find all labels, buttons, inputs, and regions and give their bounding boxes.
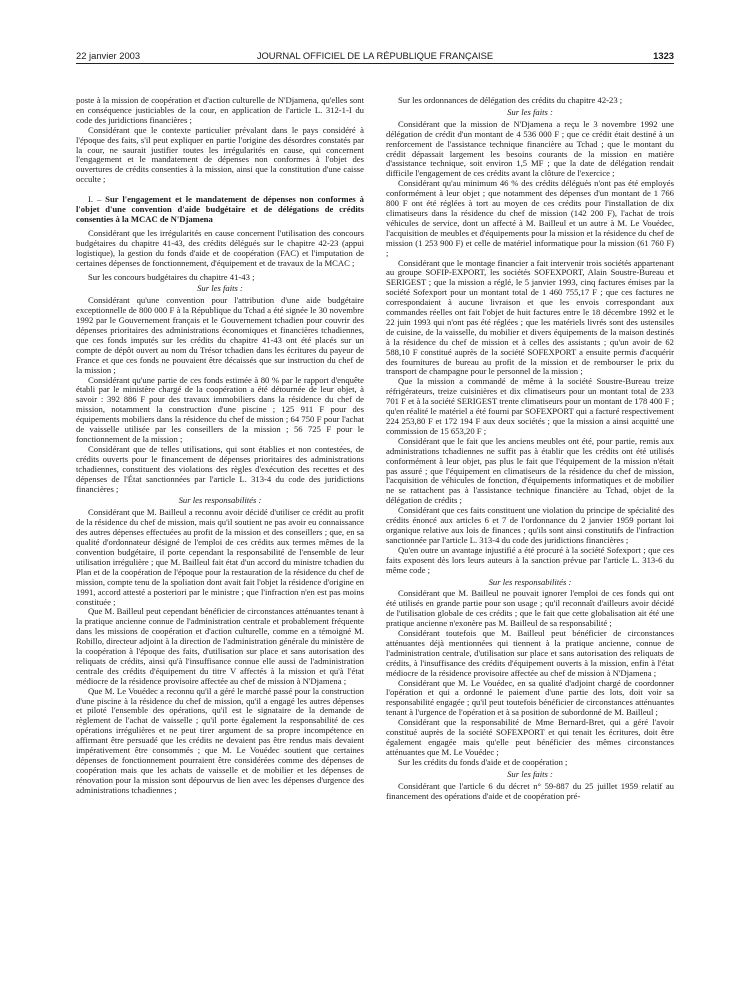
- header-date: 22 janvier 2003: [76, 50, 141, 61]
- paragraph: Qu'en outre un avantage injustifié a été procuré à la société Sofexport ; que ces faits exposent dès lors leurs auteurs à la sanction prévue par l'article L. 313-6 du même code ;: [386, 544, 674, 575]
- paragraph: Considérant que le contexte particulier prévalant dans le pays considéré à l'époque des faits, s'il peut expliquer en partie l'origine des désordres constatés par la cour, ne saurait justifier toutes les irrégularités en cause, qui concernent l'engagement et le mandatement de dépenses non conformes à l'objet des ouvertures de crédits consenties à la mission, ainsi que la constitution d'une caisse occulte ;: [76, 124, 364, 185]
- subheading: Sur les faits :: [507, 768, 553, 779]
- paragraph: Considérant que les irrégularités en cause concernent l'utilisation des concours budgétaires du chapitre 41-43, des crédits délégués sur le chapitre 42-23 (appui logistique), la gestion du fonds d'aide et de coopération (FAC) et l'imputation de certaines dépenses de fonctionnement, d'équipement et de travaux de la MCAC ;: [76, 227, 364, 268]
- paragraph: poste à la mission de coopération et d'action culturelle de N'Djamena, qu'elles sont en conséquence justiciables de la cour, en application de l'article L. 312-1-I du code des juridictions financières ;: [76, 96, 364, 125]
- paragraph: Considérant qu'une convention pour l'attribution d'une aide budgétaire exceptionnelle de 800 000 F à la République du Tchad a été signée le 30 novembre 1992 par le Gouvernement français et le Gouvernement tchadien pour couvrir des dépenses prioritaires des administrations économiques et financières tchadiennes, que ces fonds imputés sur les crédits du chapitre 41-43 ont été placés sur un compte de dépôt ouvert au nom du Trésor tchadien dans les écritures du payeur de France et que ces fonds ne pouvaient être décaissés que sur instruction du chef de la mission ;: [76, 295, 364, 375]
- paragraph: Considérant que l'article 6 du décret n° 59-887 du 25 juillet 1959 relatif au financement des opérations d'aide et de coopération pré-: [386, 780, 674, 801]
- subheading: Sur les responsabilités :: [178, 495, 262, 506]
- section-number: I. –: [88, 194, 106, 205]
- paragraph: Sur les ordonnances de délégation des crédits du chapitre 42-23 ;: [398, 96, 623, 105]
- subheading: Sur les responsabilités :: [488, 576, 572, 587]
- paragraph: Considérant que M. Le Vouédec, en sa qualité d'adjoint chargé de coordonner l'opération et qui a ordonné le paiement d'une partie des lots, doit voir sa responsabilité engagée ; qu'il peut toutefois bénéficier de circonstances atténuantes tenant à l'urgence de l'opération et à sa position de subordonné de M. Bailleul ;: [386, 677, 674, 718]
- paragraph: Considérant toutefois que M. Bailleul peut bénéficier de circonstances atténuantes déjà mentionnées qui tiennent à la pratique ancienne, connue de l'administration centrale, d'utilisation sur place et sans autorisation des reliquats de crédits, à l'insuffisance des crédits d'équipement ouverts à la mission, enfin à l'état médiocre de la résidence provisoire affectée au chef de mission à N'Djamena ;: [386, 628, 674, 678]
- paragraph: Considérant que le fait que les anciens meubles ont été, pour partie, remis aux administrations tchadiennes ne suffit pas à établir que les crédits ont été utilisés conformément à leur objet, pas plus le fait que l'équipement de la mission n'était pas assuré ; que l'équipement en climatiseurs de la résidence du chef de mission, l'acquisition de véhicules de fonction, d'équipements informatiques et de mobilier ne se rattachent pas à l'assistance technique financière au Tchad, objet de la délégation de crédits ;: [386, 435, 674, 506]
- page-number: 1323: [653, 50, 674, 61]
- paragraph: Que M. Le Vouédec a reconnu qu'il a géré le marché passé pour la construction d'une piscine à la résidence du chef de mission, qu'il a engagé les autres dépenses et piloté l'ensemble des opérations, qu'il est le signataire de la demande de règlement de l'achat de vaisselle ; qu'il porte également la responsabilité de ces opérations irrégulières et ne peut tirer argument de sa propre incompétence en affirmant être persuadé que les crédits ne devaient pas être rendus mais devaient impérativement être consommés ; que M. Le Vouédec soutient que certaines dépenses de fonctionnement pourraient être considérées comme des dépenses de coopération mais que les achats de vaisselle et de mobilier et les dépenses de rénovation pour la mission sont dépourvus de lien avec les dépenses d'urgence des administrations tchadiennes ;: [76, 685, 364, 795]
- paragraph: Considérant que M. Bailleul ne pouvait ignorer l'emploi de ces fonds qui ont été utilisés en grande partie pour son usage ; qu'il reconnaît d'ailleurs avoir décidé de l'utilisation globale de ces crédits ; que le fait que cette globalisation ait été une pratique ancienne n'exonère pas M. Bailleul de sa responsabilité ;: [386, 588, 674, 629]
- header-rule: [76, 63, 674, 64]
- paragraph: Considérant qu'au minimum 46 % des crédits délégués n'ont pas été employés conformément à leur objet ; que notamment des dépenses d'un montant de 1 766 800 F ont été réglées à tort au moyen de ces crédits pour l'installation de dix climatiseurs dans la résidence du chef de mission (142 200 F), l'achat de trois véhicules de service, dont un affecté à M. Bailleul et un autre à M. Le Vouédec, l'acquisition de meubles et d'équipements pour la mission et la résidence du chef de mission (1 253 900 F) et celle de matériel informatique pour la mission (61 760 F) ;: [386, 178, 674, 258]
- paragraph: Considérant qu'une partie de ces fonds estimée à 80 % par le rapport d'enquête établi par le ministère chargé de la coopération a été détournée de leur objet, à savoir : 392 886 F pour des travaux immobiliers dans la résidence du chef de mission, notamment la construction d'une piscine ; 125 911 F pour des équipements mobiliers dans la résidence du chef de mission ; 64 750 F pour l'achat de vaisselle utilisée par les conseillers de la mission ; 56 725 F pour le fonctionnement de la mission ;: [76, 374, 364, 444]
- paragraph: Considérant que ces faits constituent une violation du principe de spécialité des crédits énoncé aux articles 6 et 7 de l'ordonnance du 2 janvier 1959 portant loi organique relative aux lois de finances ; qu'ils sont ainsi constitutifs de l'infraction sanctionnée par l'article L. 313-4 du code des juridictions financières ;: [386, 505, 674, 545]
- subheading: Sur les faits :: [197, 283, 243, 294]
- page-header: [76, 50, 674, 64]
- paragraph: Considérant que le montage financier a fait intervenir trois sociétés appartenant au groupe SOFIP-EXPORT, les sociétés SOFEXPORT, Alain Soustre-Bureau et SERIGEST ; que la mission a réglé, le 5 janvier 1993, cinq factures émises par la société Sofexport pour un montant total de 1 460 755,17 F ; que ces factures ne correspondaient à aucune livraison et que les envois correspondant aux commandes réelles ont fait l'objet de huit factures entre le 18 décembre 1992 et le 22 juin 1993 qui n'ont pas été réglées ; que les matériels livrés sont des ustensiles de cuisine, de la vaisselle, du mobilier et divers équipements de la maison destinés à la résidence du chef de mission et à celles des assistants ; qu'un avoir de 62 588,10 F constitué auprès de la société SOFEXPORT a ensuite permis d'acquérir des fournitures de bureau au profit de la mission et de rembourser le prix du transport de champagne pour le personnel de la mission ;: [386, 257, 674, 377]
- header-title: JOURNAL OFFICIEL DE LA RÉPUBLIQUE FRANÇAISE: [256, 50, 494, 61]
- section-heading: [76, 195, 364, 225]
- paragraph: Considérant que M. Bailleul a reconnu avoir décidé d'utiliser ce crédit au profit de la résidence du chef de mission, mais qu'il soutient ne pas avoir eu connaissance des autres dépenses effectuées au profit de la mission et des conseillers ; que, en sa qualité d'ordonnateur désigné de l'emploi de ces crédits aux termes mêmes de la convention budgétaire, il porte cependant la responsabilité de l'ensemble de leur utilisation irrégulière ; que M. Bailleul fait état d'un accord du ministre tchadien du Plan et de la coopération de l'époque pour la restauration de la résidence du chef de mission, compte tenu de la spoliation dont avait fait l'objet la résidence d'origine en 1991, accord attesté a posteriori par le ministre ; que l'infraction n'en est pas moins constituée ;: [76, 507, 364, 607]
- subheading: Sur les faits :: [507, 106, 553, 117]
- paragraph: Que M. Bailleul peut cependant bénéficier de circonstances atténuantes tenant à la pratique ancienne connue de l'administration centrale et probablement fréquente dans les missions de coopération et d'action culturelle, comme en a témoigné M. Robillo, directeur adjoint à la direction de l'administration générale du ministère de la coopération à l'époque des faits, d'utilisation sur place et sans autorisation des reliquats de crédits, ainsi qu'à l'insuffisance connue elle aussi de l'administration centrale des crédits d'équipement du titre V affectés à la mission et qu'à l'état médiocre de la résidence provisoire affectée au chef de mission à N'Djamena ;: [76, 606, 364, 686]
- paragraph: Sur les concours budgétaires du chapitre 41-43 ;: [88, 271, 255, 282]
- paragraph: Considérant que la responsabilité de Mme Bernard-Bret, qui a géré l'avoir constitué auprès de la société SOFEXPORT et qui tenait les écritures, doit être également engagée mais qu'elle peut bénéficier des mêmes circonstances atténuantes que M. Le Vouédec ;: [386, 717, 674, 757]
- left-column: [76, 96, 364, 980]
- paragraph: Que la mission a commandé de même à la société Soustre-Bureau treize réfrigérateurs, treize cuisinières et dix climatiseurs pour un montant total de 233 701 F et à la société SERIGEST trente climatiseurs pour un montant de 178 400 F ; qu'en réalité le matériel a été fourni par SOFEXPORT qui a facturé respectivement 224 253,80 F et 172 194 F aux deux sociétés ; que la mission a ainsi acquitté une commission de 15 653,20 F ;: [386, 376, 674, 436]
- paragraph: Considérant que la mission de N'Djamena a reçu le 3 novembre 1992 une délégation de crédit d'un montant de 4 536 000 F ; que ce crédit était destiné à un renforcement de l'assistance technique financière au Tchad ; que le montant du crédit dépassait largement les besoins courants de la mission en matière d'assistance technique, soit environ 1,5 MF ; que la date de délégation rendait difficile l'engagement de ces crédits avant la clôture de l'exercice ;: [386, 118, 674, 179]
- paragraph: Considérant que de telles utilisations, qui sont établies et non contestées, de crédits ouverts pour le financement de dépenses prioritaires des administrations tchadiennes, constituent des violations des règles d'exécution des recettes et des dépenses de l'État sanctionnées par l'article L. 313-4 du code des juridictions financières ;: [76, 443, 364, 494]
- section-title: Sur l'engagement et le mandatement de dépenses non conformes à l'objet d'une convention d'aide budgétaire et de délégations de crédits consenties à la MCAC de N'Djamena: [76, 194, 364, 224]
- right-column: [386, 96, 674, 980]
- paragraph: Sur les crédits du fonds d'aide et de coopération ;: [398, 756, 568, 767]
